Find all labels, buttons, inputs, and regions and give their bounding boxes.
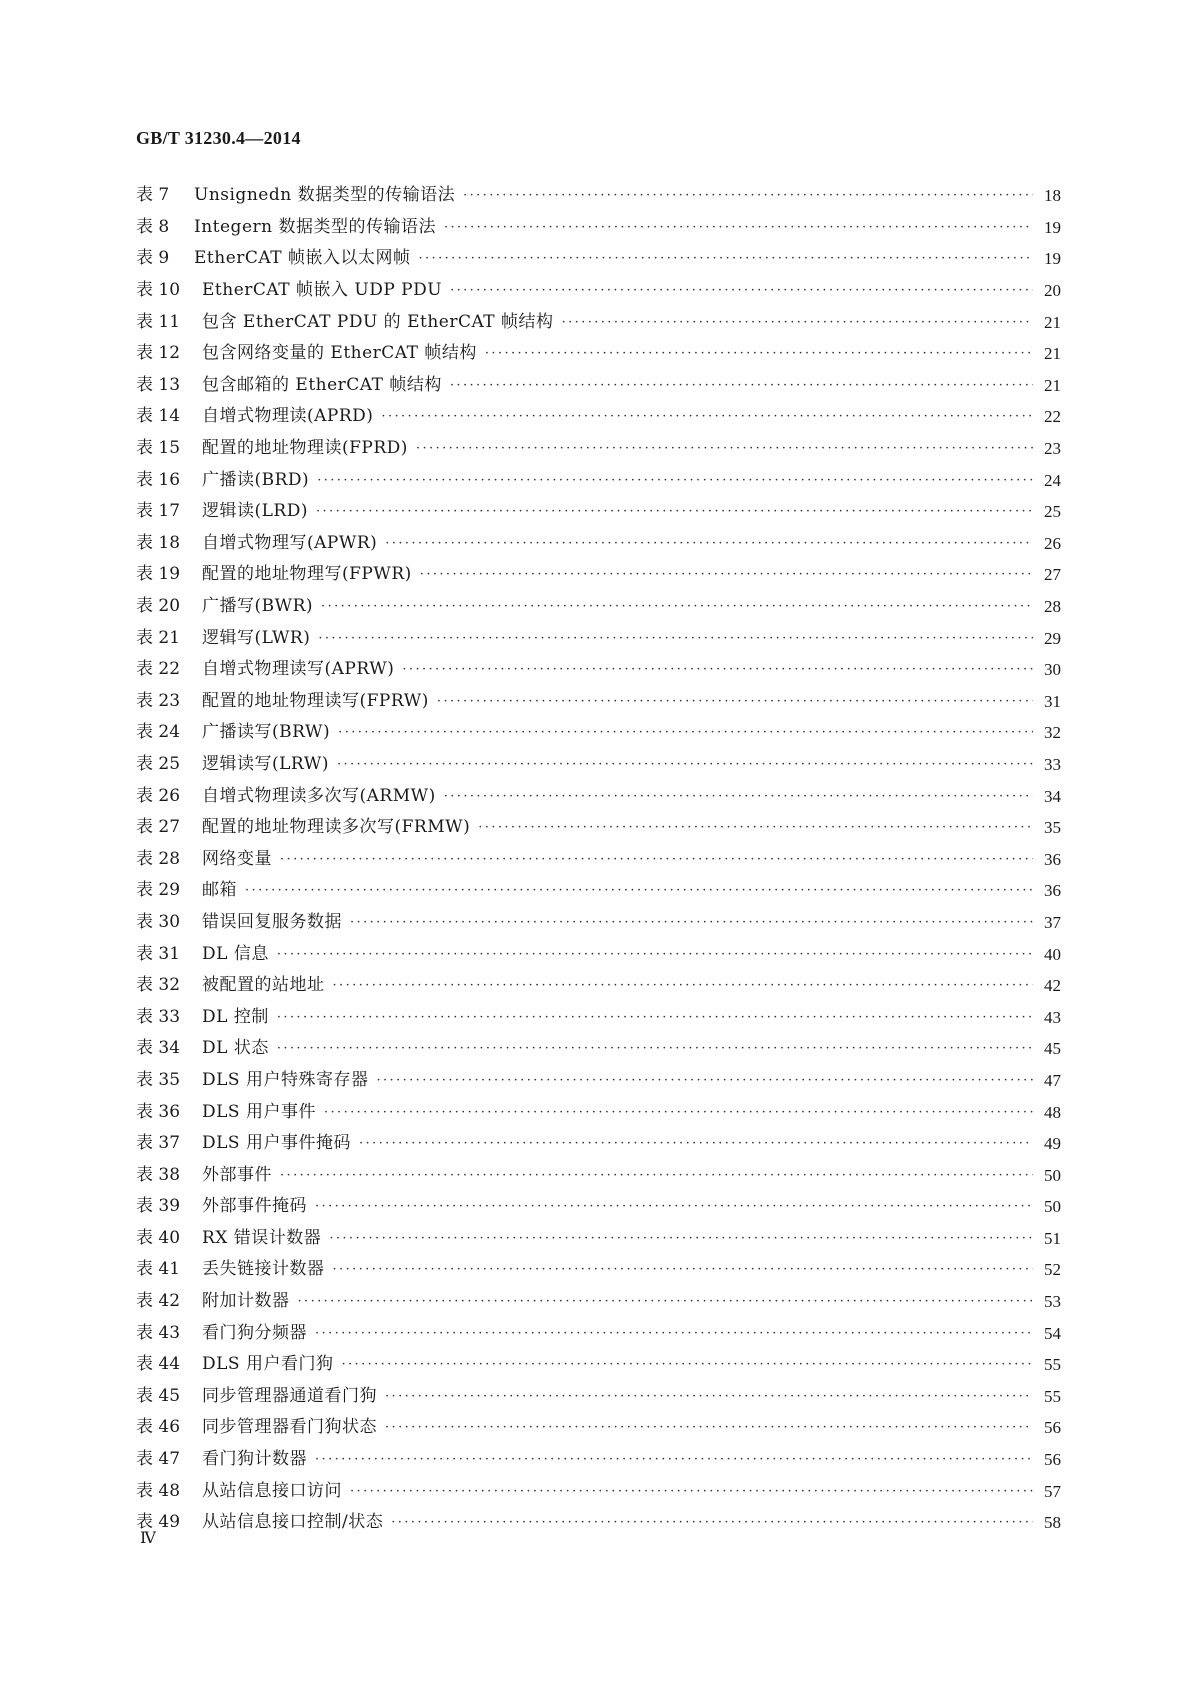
toc-entry-title: 包含 EtherCAT PDU 的 EtherCAT 帧结构 [202,311,554,332]
toc-entry-number: 表 43 [136,1322,181,1343]
toc-entry-page: 36 [1044,881,1061,901]
toc-leader-dots [316,505,1033,518]
toc-entry[interactable] [136,464,1061,496]
toc-entry[interactable] [136,875,1061,907]
toc-entry-title: EtherCAT 帧嵌入 UDP PDU [202,280,443,301]
toc-leader-dots [318,632,1033,645]
toc-entry[interactable] [136,717,1061,749]
toc-entry[interactable] [136,1317,1061,1349]
toc-leader-dots [350,916,1033,929]
toc-entry-title: DL 状态 [202,1038,269,1059]
toc-entry-number: 表 33 [136,1006,181,1027]
toc-entry[interactable] [136,243,1061,275]
toc-entry-title: 邮箱 [202,880,237,901]
toc-entry-number: 表 24 [136,722,181,743]
toc-entry[interactable] [136,1065,1061,1097]
toc-entry-title: EtherCAT 帧嵌入以太网帧 [194,248,411,269]
toc-leader-dots [381,410,1033,423]
toc-entry-title: 包含网络变量的 EtherCAT 帧结构 [202,343,477,364]
toc-entry-number: 表 38 [136,1164,181,1185]
toc-entry[interactable] [136,749,1061,781]
toc-entry-page: 19 [1044,249,1061,269]
toc-entry-number: 表 45 [136,1385,181,1406]
toc-entry-page: 36 [1044,849,1061,869]
toc-entry-page: 37 [1044,912,1061,932]
toc-entry-page: 26 [1044,533,1061,553]
toc-entry-title: 同步管理器看门狗状态 [202,1417,377,1438]
toc-entry[interactable] [136,938,1061,970]
toc-entry-page: 56 [1044,1450,1061,1470]
toc-entry[interactable] [136,907,1061,939]
toc-leader-dots [324,1106,1033,1119]
toc-entry-page: 27 [1044,565,1061,585]
toc-leader-dots [277,1042,1033,1055]
toc-entry[interactable] [136,1033,1061,1065]
toc-entry-page: 21 [1044,312,1061,332]
toc-entry[interactable] [136,338,1061,370]
toc-leader-dots [338,726,1033,739]
toc-entry-page: 56 [1044,1418,1061,1438]
toc-entry-number: 表 36 [136,1101,181,1122]
toc-entry-page: 58 [1044,1513,1061,1533]
table-of-contents [136,180,1061,1539]
toc-entry-title: 广播读(BRD) [202,469,310,490]
toc-entry-number: 表 30 [136,911,181,932]
toc-entry-number: 表 16 [136,469,181,490]
toc-entry-page: 42 [1044,976,1061,996]
toc-leader-dots [463,189,1033,202]
toc-entry-title: RX 错误计数器 [202,1227,322,1248]
toc-leader-dots [391,1516,1033,1529]
toc-entry-page: 51 [1044,1228,1061,1248]
toc-entry-number: 表 31 [136,943,181,964]
toc-leader-dots [437,695,1033,708]
toc-leader-dots [444,790,1033,803]
toc-entry[interactable] [136,275,1061,307]
toc-entry-number: 表 34 [136,1038,181,1059]
toc-entry-number: 表 11 [136,311,181,332]
toc-entry-title: 看门狗计数器 [202,1449,307,1470]
toc-leader-dots [359,1137,1033,1150]
toc-entry-page: 22 [1044,407,1061,427]
toc-entry-page: 43 [1044,1007,1061,1027]
toc-entry-page: 25 [1044,502,1061,522]
toc-entry-page: 52 [1044,1260,1061,1280]
toc-entry-number: 表 13 [136,374,181,395]
toc-entry-number: 表 49 [136,1512,181,1533]
toc-entry-number: 表 8 [136,216,170,237]
toc-entry-number: 表 26 [136,785,181,806]
toc-entry-page: 33 [1044,754,1061,774]
toc-entry-title: 配置的地址物理读(FPRD) [202,438,408,459]
toc-entry-title: 看门狗分频器 [202,1322,307,1343]
toc-leader-dots [315,1453,1033,1466]
toc-entry-number: 表 37 [136,1133,181,1154]
toc-entry[interactable] [136,1096,1061,1128]
toc-entry[interactable] [136,1254,1061,1286]
toc-entry-number: 表 35 [136,1069,181,1090]
toc-entry-title: 广播读写(BRW) [202,722,331,743]
toc-leader-dots [329,1232,1033,1245]
toc-entry[interactable] [136,528,1061,560]
toc-leader-dots [337,758,1033,771]
toc-entry-number: 表 14 [136,406,181,427]
toc-entry-page: 30 [1044,660,1061,680]
toc-leader-dots [280,853,1033,866]
toc-entry-title: DL 信息 [202,943,269,964]
toc-entry-page: 24 [1044,470,1061,490]
toc-entry-title: 网络变量 [202,848,272,869]
toc-entry-number: 表 15 [136,438,181,459]
toc-entry-page: 54 [1044,1323,1061,1343]
toc-entry-page: 55 [1044,1355,1061,1375]
toc-entry-title: 包含邮箱的 EtherCAT 帧结构 [202,374,442,395]
toc-entry-title: 同步管理器通道看门狗 [202,1385,377,1406]
toc-leader-dots [350,1485,1033,1498]
toc-entry[interactable] [136,591,1061,623]
toc-entry-title: DLS 用户事件掩码 [202,1133,351,1154]
toc-entry-number: 表 17 [136,501,181,522]
toc-entry[interactable] [136,1507,1061,1539]
toc-entry-number: 表 20 [136,596,181,617]
toc-entry[interactable] [136,1286,1061,1318]
toc-entry-page: 21 [1044,375,1061,395]
toc-entry-page: 50 [1044,1165,1061,1185]
toc-entry[interactable] [136,1475,1061,1507]
toc-entry-page: 40 [1044,944,1061,964]
toc-entry[interactable] [136,1223,1061,1255]
toc-entry-number: 表 18 [136,532,181,553]
toc-entry-number: 表 46 [136,1417,181,1438]
toc-entry-title: 自增式物理写(APWR) [202,532,378,553]
toc-entry-number: 表 42 [136,1291,181,1312]
toc-entry[interactable] [136,780,1061,812]
toc-leader-dots [562,316,1033,329]
toc-entry-title: 自增式物理读(APRD) [202,406,374,427]
toc-entry-page: 55 [1044,1386,1061,1406]
toc-entry-number: 表 19 [136,564,181,585]
toc-leader-dots [420,568,1033,581]
toc-entry[interactable] [136,1128,1061,1160]
toc-entry[interactable] [136,812,1061,844]
toc-entry[interactable] [136,1159,1061,1191]
toc-leader-dots [315,1327,1033,1340]
toc-leader-dots [385,537,1033,550]
toc-leader-dots [341,1358,1033,1371]
toc-leader-dots [450,379,1033,392]
toc-leader-dots [402,663,1033,676]
toc-entry-number: 表 27 [136,817,181,838]
toc-entry-page: 28 [1044,597,1061,617]
toc-leader-dots [280,1169,1033,1182]
toc-leader-dots [277,1011,1033,1024]
toc-entry-page: 23 [1044,439,1061,459]
toc-leader-dots [333,979,1034,992]
toc-entry[interactable] [136,622,1061,654]
toc-entry[interactable] [136,1412,1061,1444]
toc-entry-number: 表 39 [136,1196,181,1217]
toc-entry-title: DLS 用户看门狗 [202,1354,334,1375]
toc-entry-number: 表 23 [136,690,181,711]
toc-entry-title: 被配置的站地址 [202,975,325,996]
toc-entry-number: 表 28 [136,848,181,869]
toc-entry-page: 29 [1044,628,1061,648]
toc-entry-number: 表 29 [136,880,181,901]
toc-entry[interactable] [136,970,1061,1002]
toc-entry-page: 53 [1044,1292,1061,1312]
toc-leader-dots [418,252,1033,265]
toc-entry-page: 48 [1044,1102,1061,1122]
toc-entry-number: 表 25 [136,753,181,774]
toc-entry-title: 广播写(BWR) [202,596,314,617]
toc-entry[interactable] [136,1001,1061,1033]
toc-leader-dots [317,474,1033,487]
toc-entry-number: 表 22 [136,659,181,680]
toc-leader-dots [385,1421,1033,1434]
toc-entry[interactable] [136,1349,1061,1381]
toc-entry[interactable] [136,212,1061,244]
toc-entry-number: 表 48 [136,1480,181,1501]
toc-entry[interactable] [136,370,1061,402]
toc-entry[interactable] [136,306,1061,338]
toc-entry[interactable] [136,843,1061,875]
toc-entry-page: 35 [1044,818,1061,838]
toc-entry-title: DLS 用户特殊寄存器 [202,1069,369,1090]
toc-entry-number: 表 10 [136,280,181,301]
toc-leader-dots [333,1263,1034,1276]
toc-leader-dots [321,600,1033,613]
toc-entry-title: 逻辑写(LWR) [202,627,311,648]
toc-entry[interactable] [136,433,1061,465]
toc-leader-dots [277,948,1033,961]
toc-leader-dots [245,884,1033,897]
toc-entry[interactable] [136,1444,1061,1476]
toc-entry[interactable] [136,654,1061,686]
toc-leader-dots [298,1295,1034,1308]
toc-entry-page: 49 [1044,1134,1061,1154]
toc-entry[interactable] [136,1191,1061,1223]
toc-entry-page: 45 [1044,1039,1061,1059]
toc-entry-title: 错误回复服务数据 [202,911,342,932]
toc-entry[interactable] [136,686,1061,718]
toc-entry-title: Integern 数据类型的传输语法 [194,216,436,237]
toc-entry[interactable] [136,1381,1061,1413]
toc-entry-title: 逻辑读写(LRW) [202,753,329,774]
toc-entry-number: 表 47 [136,1449,181,1470]
toc-entry-number: 表 44 [136,1354,181,1375]
toc-entry-title: DLS 用户事件 [202,1101,316,1122]
toc-entry-page: 34 [1044,786,1061,806]
toc-entry[interactable] [136,496,1061,528]
toc-leader-dots [416,442,1033,455]
toc-entry-title: 从站信息接口访问 [202,1480,342,1501]
toc-entry-number: 表 9 [136,248,170,269]
toc-leader-dots [450,284,1033,297]
toc-entry-page: 19 [1044,217,1061,237]
page-number: Ⅳ [140,1530,156,1547]
toc-entry-title: 配置的地址物理读多次写(FRMW) [202,817,471,838]
toc-leader-dots [376,1074,1033,1087]
toc-entry-page: 57 [1044,1481,1061,1501]
toc-entry-page: 50 [1044,1197,1061,1217]
toc-entry-title: 自增式物理读写(APRW) [202,659,395,680]
toc-entry-title: 配置的地址物理读写(FPRW) [202,690,429,711]
standard-code: GB/T 31230.4—2014 [136,128,301,148]
toc-entry-page: 31 [1044,691,1061,711]
toc-entry-number: 表 40 [136,1227,181,1248]
toc-leader-dots [385,1390,1033,1403]
toc-entry-page: 47 [1044,1070,1061,1090]
toc-entry-title: Unsignedn 数据类型的传输语法 [194,185,456,206]
toc-entry-title: 外部事件 [202,1164,272,1185]
toc-entry-number: 表 32 [136,975,181,996]
toc-entry-page: 18 [1044,186,1061,206]
toc-leader-dots [315,1200,1033,1213]
toc-entry-title: 逻辑读(LRD) [202,501,308,522]
toc-entry[interactable] [136,180,1061,212]
toc-leader-dots [444,221,1033,234]
toc-entry-title: 丢失链接计数器 [202,1259,325,1280]
toc-leader-dots [485,347,1033,360]
toc-entry[interactable] [136,401,1061,433]
toc-entry-title: 外部事件掩码 [202,1196,307,1217]
toc-entry[interactable] [136,559,1061,591]
toc-entry-number: 表 21 [136,627,181,648]
toc-entry-page: 20 [1044,281,1061,301]
toc-entry-number: 表 41 [136,1259,181,1280]
toc-entry-title: 从站信息接口控制/状态 [202,1512,384,1533]
toc-entry-title: DL 控制 [202,1006,269,1027]
toc-entry-title: 附加计数器 [202,1291,290,1312]
toc-entry-page: 21 [1044,344,1061,364]
toc-entry-title: 配置的地址物理写(FPWR) [202,564,412,585]
toc-entry-page: 32 [1044,723,1061,743]
toc-entry-number: 表 7 [136,185,170,206]
toc-entry-number: 表 12 [136,343,181,364]
toc-entry-title: 自增式物理读多次写(ARMW) [202,785,436,806]
toc-leader-dots [478,821,1033,834]
